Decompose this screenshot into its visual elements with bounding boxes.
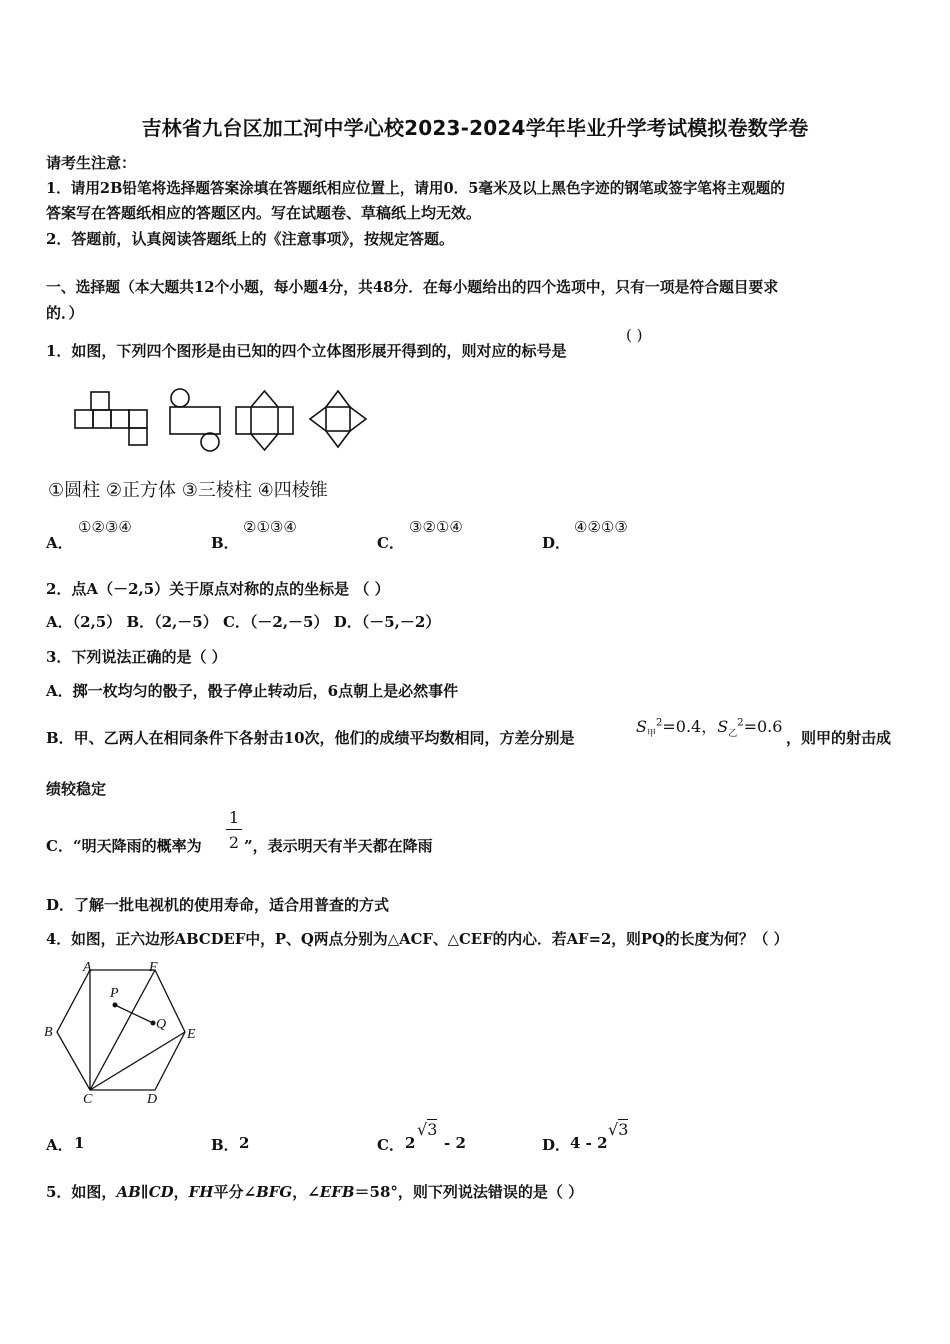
variance-symbol-2: S	[717, 717, 729, 736]
q4-option-d-coef: 4 - 2	[570, 1134, 608, 1152]
q1-option-b-letter[interactable]: B．	[211, 534, 239, 552]
fraction-numerator: 1	[228, 808, 240, 827]
variance-sup-2: 2	[737, 717, 744, 729]
q1-option-b-value: ②①③④	[243, 518, 297, 536]
q4-option-c-tail: - 2	[444, 1134, 466, 1152]
prism-net-shape	[236, 391, 293, 450]
sqrt-symbol: √3	[417, 1120, 438, 1139]
page-title: 吉林省九台区加工河中学心校2023-2024学年毕业升学考试模拟卷数学卷	[141, 116, 809, 140]
q1-option-a-value: ①②③④	[78, 518, 132, 536]
q4-option-a-value: 1	[74, 1134, 85, 1152]
q1-nets-figure	[70, 385, 380, 455]
q3-option-d[interactable]: D．了解一批电视机的使用寿命，适合用普查的方式	[46, 896, 390, 914]
variance-separator: ，	[701, 717, 718, 736]
q4-stem: 4．如图，正六边形ABCDEF中，P、Q两点分别为△ACF、△CEF的内心．若AF=2，则PQ的长度为何？（ ）	[46, 931, 789, 948]
q3-option-b-tail: ，则甲的射击成	[786, 729, 892, 747]
q3-option-c-tail: ”，表示明天有半天都在降雨	[244, 837, 433, 855]
q1-option-c-value: ③②①④	[409, 518, 463, 536]
vertex-label-c: C	[83, 1092, 93, 1107]
notice-line-1a: 1．请用2B铅笔将选择题答案涂填在答题纸相应位置上，请用0．5毫米及以上黑色字迹的钢笔或签字笔将主观题的	[46, 180, 785, 197]
q3-option-b-text[interactable]: B．甲、乙两人在相同条件下各射击10次，他们的成绩平均数相同，方差分别是	[46, 729, 575, 747]
q4-option-c-coef: 2	[405, 1134, 416, 1152]
q4-option-d-letter[interactable]: D．	[542, 1136, 571, 1154]
q4-option-a-letter[interactable]: A．	[46, 1136, 73, 1154]
q3-variance-formula	[636, 714, 782, 739]
q5-stem-part: ＝58°，则下列说法错误的是（ ）	[354, 1183, 584, 1201]
vertex-label-f: F	[149, 960, 158, 975]
fraction-bar	[226, 829, 242, 830]
q1-stem: 1．如图，下列四个图形是由已知的四个立体图形展开得到的，则对应的标号是	[46, 342, 567, 360]
q1-option-c-letter[interactable]: C．	[377, 534, 404, 552]
q4-option-b-letter[interactable]: B．	[211, 1136, 239, 1154]
cylinder-net-shape	[170, 389, 220, 451]
variance-sup-1: 2	[655, 717, 663, 729]
variance-symbol-1: S	[636, 717, 647, 736]
q5-stem-part: 平分∠	[213, 1183, 257, 1201]
q5-stem	[46, 1181, 583, 1202]
pyramid-net-shape	[310, 391, 366, 447]
q4-option-b-value: 2	[239, 1134, 250, 1152]
q1-option-a-letter[interactable]: A．	[46, 534, 73, 552]
q3-stem: 3．下列说法正确的是（ ）	[46, 648, 227, 666]
notice-line-2: 2．答题前，认真阅读答题纸上的《注意事项》，按规定答题。	[46, 230, 454, 248]
variance-value-1: =0.4	[662, 717, 702, 736]
q3-option-b-cont: 绩较稳定	[46, 780, 107, 798]
q5-stem-part: ，∠	[292, 1183, 320, 1201]
cube-net-shape	[75, 392, 147, 445]
vertex-label-a: A	[83, 960, 92, 975]
sqrt-radicand: 3	[618, 1120, 629, 1139]
q2-options[interactable]: A．（2,5） B．（2,－5） C．（－2,－5） D．（－5,－2）	[46, 613, 441, 631]
q5-stem-part: FH	[188, 1183, 214, 1201]
sqrt-symbol: √3	[608, 1120, 629, 1139]
variance-sub-1: 甲	[646, 729, 656, 740]
point-label-q: Q	[156, 1017, 167, 1032]
q5-stem-part: EFB	[319, 1183, 355, 1201]
q4-option-c-letter[interactable]: C．	[377, 1136, 404, 1154]
q1-option-d-letter[interactable]: D．	[542, 534, 571, 552]
variance-sub-2: 乙	[728, 729, 738, 740]
q3-option-c-text[interactable]: C．“明天降雨的概率为	[46, 837, 202, 855]
section-heading-line1: 一、选择题（本大题共12个小题，每小题4分，共48分．在每小题给出的四个选项中，只有一项是符合题目要求	[46, 279, 779, 296]
vertex-label-e: E	[187, 1027, 196, 1042]
q2-stem: 2．点A（－2,5）关于原点对称的点的坐标是 （ ）	[46, 580, 390, 598]
q4-hexagon-figure	[40, 958, 210, 1108]
variance-value-2: =0.6	[743, 717, 783, 736]
q5-stem-part: ，	[173, 1183, 189, 1201]
q5-stem-part: AB∥CD	[116, 1183, 174, 1201]
notice-heading: 请考生注意：	[46, 154, 137, 172]
section-heading-line2: 的．）	[46, 304, 84, 322]
sqrt-radicand: 3	[427, 1120, 438, 1139]
q1-option-d-value: ④②①③	[574, 518, 628, 536]
q1-paren: ( )	[626, 326, 643, 344]
point-label-p: P	[110, 986, 119, 1001]
vertex-label-d: D	[147, 1092, 158, 1107]
notice-line-1b: 答案写在答题纸相应的答题区内。写在试题卷、草稿纸上均无效。	[46, 204, 482, 222]
fraction-denominator: 2	[228, 833, 240, 852]
q1-figure-labels: ①圆柱 ②正方体 ③三棱柱 ④四棱锥	[48, 480, 328, 501]
vertex-label-b: B	[44, 1025, 53, 1040]
q5-stem-part: 5．如图，	[46, 1183, 117, 1201]
q3-option-a[interactable]: A．掷一枚均匀的骰子，骰子停止转动后，6点朝上是必然事件	[46, 682, 459, 700]
q5-stem-part: BFG	[256, 1183, 293, 1201]
